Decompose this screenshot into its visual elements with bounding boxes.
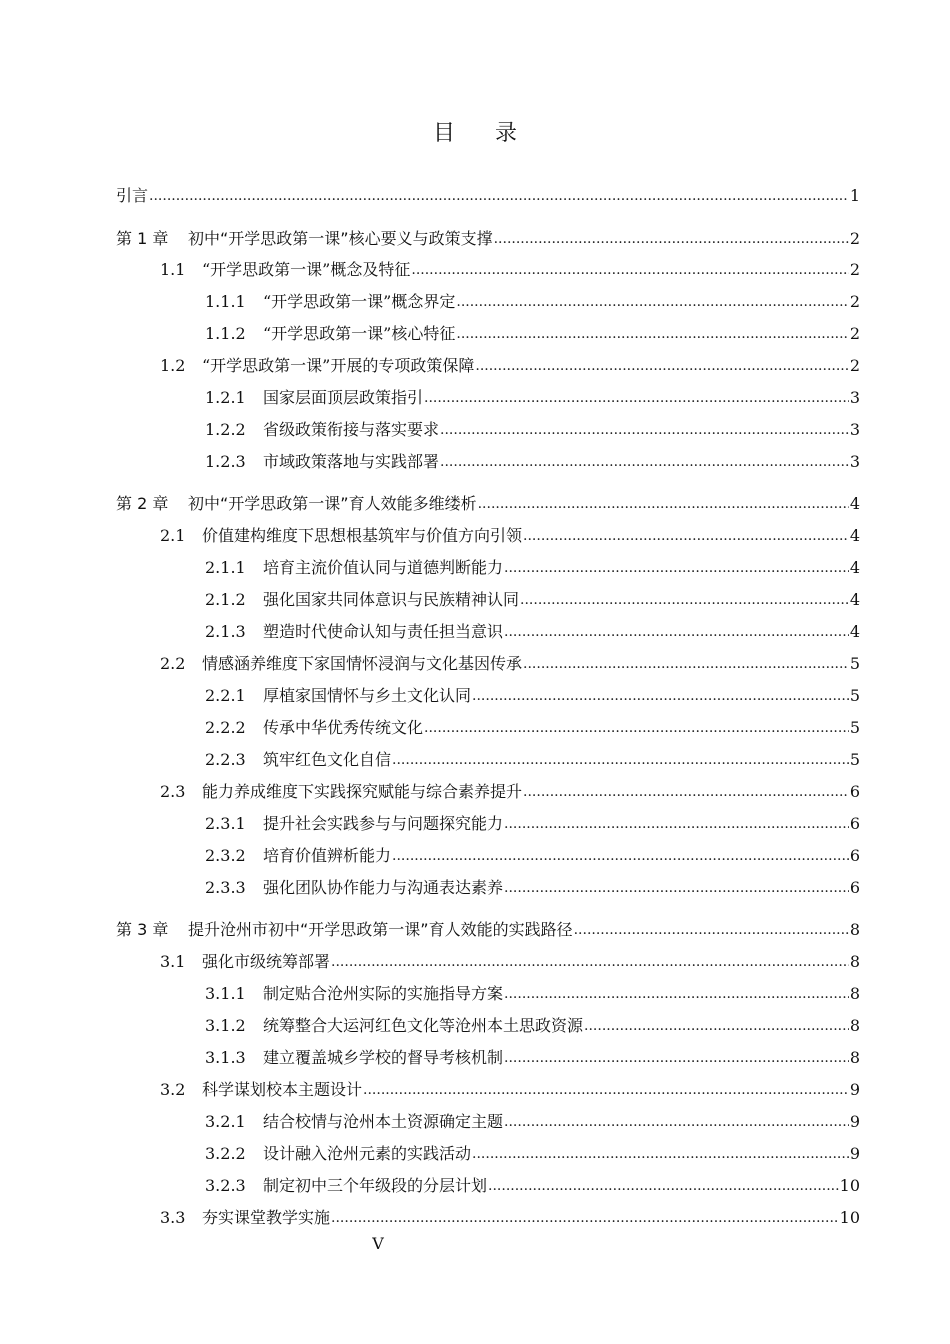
- toc-entry-page: 4: [849, 526, 860, 545]
- toc-title-char-2: 录: [495, 121, 518, 146]
- dot-leader: [440, 452, 849, 472]
- toc-entry[interactable]: [205, 554, 860, 578]
- toc-entry-title: 强化国家共同体意识与民族精神认同: [263, 590, 520, 609]
- toc-entry-page: 3: [849, 452, 860, 471]
- toc-entry-page: 8: [849, 1048, 860, 1067]
- toc-title: [0, 116, 950, 147]
- toc-entry[interactable]: [205, 682, 860, 706]
- toc-entry[interactable]: [116, 182, 860, 206]
- page-number-footer: V: [372, 1234, 384, 1253]
- toc-entry-title: 初中“开学思政第一课”育人效能多维缕析: [188, 494, 477, 513]
- toc-entry-page: 6: [849, 878, 860, 897]
- toc-entry-page: 4: [849, 622, 860, 641]
- dot-leader: [584, 1016, 849, 1036]
- toc-entry[interactable]: [205, 1012, 860, 1036]
- toc-entry-page: 6: [849, 782, 860, 801]
- toc-entry[interactable]: [205, 1108, 860, 1132]
- toc-entry-title: 提升沧州市初中“开学思政第一课”育人效能的实践路径: [188, 920, 573, 939]
- toc-entry-page: 8: [849, 952, 860, 971]
- toc-entry-number: 1.2.2: [205, 420, 246, 439]
- toc-entry-number: 2.1.3: [205, 622, 246, 641]
- toc-entry-number: 1.2.1: [205, 388, 246, 407]
- dot-leader: [440, 420, 849, 440]
- toc-entry[interactable]: [160, 352, 860, 376]
- toc-entry-title: 厚植家国情怀与乡土文化认同: [263, 686, 472, 705]
- toc-entry-title: 制定贴合沧州实际的实施指导方案: [263, 984, 504, 1003]
- toc-entry-title: 培育主流价值认同与道德判断能力: [263, 558, 504, 577]
- toc-entry-title: “开学思政第一课”概念及特征: [202, 260, 411, 279]
- dot-leader: [456, 292, 848, 312]
- dot-leader: [488, 1176, 839, 1196]
- toc-entry-number: 2.3: [160, 782, 186, 801]
- toc-entry-title: 夯实课堂教学实施: [202, 1208, 331, 1227]
- toc-entry-page: 9: [849, 1112, 860, 1131]
- dot-leader: [523, 654, 849, 674]
- toc-entry[interactable]: [116, 225, 860, 249]
- dot-leader: [331, 952, 849, 972]
- toc-entry-title: 省级政策衔接与落实要求: [263, 420, 440, 439]
- toc-entry-number: 2.3.1: [205, 814, 246, 833]
- toc-entry[interactable]: [205, 746, 860, 770]
- toc-entry-page: 8: [849, 984, 860, 1003]
- toc-entry-title: 国家层面顶层政策指引: [263, 388, 424, 407]
- toc-entry-number: 3.1: [160, 952, 186, 971]
- toc-entry-page: 2: [849, 324, 860, 343]
- toc-entry-title: 初中“开学思政第一课”核心要义与政策支撑: [188, 229, 493, 248]
- dot-leader: [411, 260, 848, 280]
- dot-leader: [478, 494, 849, 514]
- dot-leader: [523, 782, 849, 802]
- toc-entry-number: 1.2: [160, 356, 186, 375]
- toc-entry[interactable]: [205, 320, 860, 344]
- toc-entry-page: 4: [849, 590, 860, 609]
- toc-entry-number: 1.2.3: [205, 452, 246, 471]
- toc-entry-page: 8: [849, 1016, 860, 1035]
- toc-entry-page: 2: [849, 229, 860, 248]
- toc-entry-page: 5: [849, 686, 860, 705]
- toc-entry-title: “开学思政第一课”概念界定: [263, 292, 456, 311]
- toc-entry[interactable]: [160, 522, 860, 546]
- toc-entry[interactable]: [205, 1172, 860, 1196]
- toc-entry-page: 5: [849, 654, 860, 673]
- toc-entry[interactable]: [205, 1140, 860, 1164]
- toc-entry-number: 第 2 章: [116, 494, 169, 513]
- dot-leader: [475, 356, 848, 376]
- toc-entry-page: 1: [849, 186, 860, 205]
- toc-entry-title: 设计融入沧州元素的实践活动: [263, 1144, 472, 1163]
- toc-entry-title: 制定初中三个年级段的分层计划: [263, 1176, 488, 1195]
- dot-leader: [504, 814, 849, 834]
- toc-entry-page: 2: [849, 356, 860, 375]
- dot-leader: [523, 526, 849, 546]
- toc-title-char-1: 目: [432, 121, 455, 146]
- dot-leader: [574, 920, 849, 940]
- toc-entry-title: “开学思政第一课”核心特征: [263, 324, 456, 343]
- toc-entry-page: 3: [849, 420, 860, 439]
- toc-entry[interactable]: [160, 948, 860, 972]
- toc-entry-title: 筑牢红色文化自信: [263, 750, 392, 769]
- toc-entry[interactable]: [205, 416, 860, 440]
- dot-leader: [520, 590, 849, 610]
- toc-entry-page: 10: [839, 1176, 860, 1195]
- toc-entry-page: 6: [849, 846, 860, 865]
- toc-entry-number: 1.1: [160, 260, 186, 279]
- toc-entry-title: 提升社会实践参与与问题探究能力: [263, 814, 504, 833]
- toc-entry-title: 建立覆盖城乡学校的督导考核机制: [263, 1048, 504, 1067]
- toc-entry-number: 3.1.2: [205, 1016, 246, 1035]
- toc-entry-number: 2.2.3: [205, 750, 246, 769]
- toc-entry-page: 4: [849, 558, 860, 577]
- dot-leader: [149, 186, 849, 206]
- toc-entry-number: 3.2.2: [205, 1144, 246, 1163]
- toc-entry-title: 价值建构维度下思想根基筑牢与价值方向引领: [202, 526, 523, 545]
- dot-leader: [331, 1208, 839, 1228]
- toc-entry-number: 3.3: [160, 1208, 186, 1227]
- toc-entry[interactable]: [160, 256, 860, 280]
- dot-leader: [504, 558, 849, 578]
- toc-entry[interactable]: [205, 1044, 860, 1068]
- toc-entry-number: 2.2: [160, 654, 186, 673]
- toc-entry-title: 强化市级统筹部署: [202, 952, 331, 971]
- toc-entry[interactable]: [205, 874, 860, 898]
- toc-entry[interactable]: [205, 714, 860, 738]
- dot-leader: [392, 846, 849, 866]
- toc-entry-title: “开学思政第一课”开展的专项政策保障: [202, 356, 475, 375]
- toc-entry-number: 1.1.2: [205, 324, 246, 343]
- toc-entry[interactable]: [160, 1076, 860, 1100]
- toc-entry-number: 3.2: [160, 1080, 186, 1099]
- toc-entry-page: 5: [849, 718, 860, 737]
- toc-entry-title: 情感涵养维度下家国情怀浸润与文化基因传承: [202, 654, 523, 673]
- toc-entry-number: 2.3.2: [205, 846, 246, 865]
- toc-entry[interactable]: [116, 916, 860, 940]
- dot-leader: [504, 878, 849, 898]
- toc-entry-number: 2.2.2: [205, 718, 246, 737]
- toc-entry-number: 2.2.1: [205, 686, 246, 705]
- toc-entry[interactable]: [205, 810, 860, 834]
- toc-entry-number: 2.3.3: [205, 878, 246, 897]
- toc-entry-title: 强化团队协作能力与沟通表达素养: [263, 878, 504, 897]
- dot-leader: [504, 1112, 849, 1132]
- toc-entry-title: 结合校情与沧州本土资源确定主题: [263, 1112, 504, 1131]
- toc-entry[interactable]: [205, 842, 860, 866]
- toc-entry-number: 3.2.3: [205, 1176, 246, 1195]
- dot-leader: [363, 1080, 849, 1100]
- toc-entry-number: 1.1.1: [205, 292, 246, 311]
- toc-entry-page: 3: [849, 388, 860, 407]
- dot-leader: [472, 1144, 849, 1164]
- dot-leader: [494, 229, 849, 249]
- toc-entry-page: 2: [849, 292, 860, 311]
- dot-leader: [504, 984, 849, 1004]
- toc-entry-title: 引言: [116, 186, 149, 205]
- toc-entry-title: 塑造时代使命认知与责任担当意识: [263, 622, 504, 641]
- dot-leader: [504, 1048, 849, 1068]
- toc-entry-page: 5: [849, 750, 860, 769]
- toc-entry[interactable]: [116, 490, 860, 514]
- toc-entry-page: 8: [849, 920, 860, 939]
- toc-entry[interactable]: [160, 1204, 860, 1228]
- toc-entry-page: 9: [849, 1080, 860, 1099]
- toc-entry-number: 2.1.2: [205, 590, 246, 609]
- dot-leader: [424, 388, 849, 408]
- toc-entry-title: 培育价值辨析能力: [263, 846, 392, 865]
- toc-entry[interactable]: [205, 980, 860, 1004]
- toc-entry-title: 能力养成维度下实践探究赋能与综合素养提升: [202, 782, 523, 801]
- toc-entry[interactable]: [160, 778, 860, 802]
- toc-entry-number: 2.1.1: [205, 558, 246, 577]
- toc-entry-title: 市域政策落地与实践部署: [263, 452, 440, 471]
- toc-entry-number: 第 3 章: [116, 920, 169, 939]
- toc-entry-page: 9: [849, 1144, 860, 1163]
- toc-entry-number: 3.1.3: [205, 1048, 246, 1067]
- toc-entry-number: 2.1: [160, 526, 186, 545]
- toc-entry[interactable]: [205, 288, 860, 312]
- toc-entry-page: 10: [839, 1208, 860, 1227]
- toc-entry-title: 统筹整合大运河红色文化等沧州本土思政资源: [263, 1016, 584, 1035]
- toc-entry-number: 3.1.1: [205, 984, 246, 1003]
- toc-entry-page: 6: [849, 814, 860, 833]
- toc-entry-number: 3.2.1: [205, 1112, 246, 1131]
- dot-leader: [456, 324, 848, 344]
- toc-entry[interactable]: [205, 384, 860, 408]
- dot-leader: [504, 622, 849, 642]
- toc-entry[interactable]: [205, 586, 860, 610]
- dot-leader: [392, 750, 849, 770]
- toc-entry[interactable]: [205, 618, 860, 642]
- dot-leader: [472, 686, 849, 706]
- dot-leader: [424, 718, 849, 738]
- toc-entry-number: 第 1 章: [116, 229, 169, 248]
- toc-entry[interactable]: [205, 448, 860, 472]
- toc-entry-page: 2: [849, 260, 860, 279]
- toc-entry[interactable]: [160, 650, 860, 674]
- toc-entry-title: 科学谋划校本主题设计: [202, 1080, 363, 1099]
- toc-entry-page: 4: [849, 494, 860, 513]
- toc-entry-title: 传承中华优秀传统文化: [263, 718, 424, 737]
